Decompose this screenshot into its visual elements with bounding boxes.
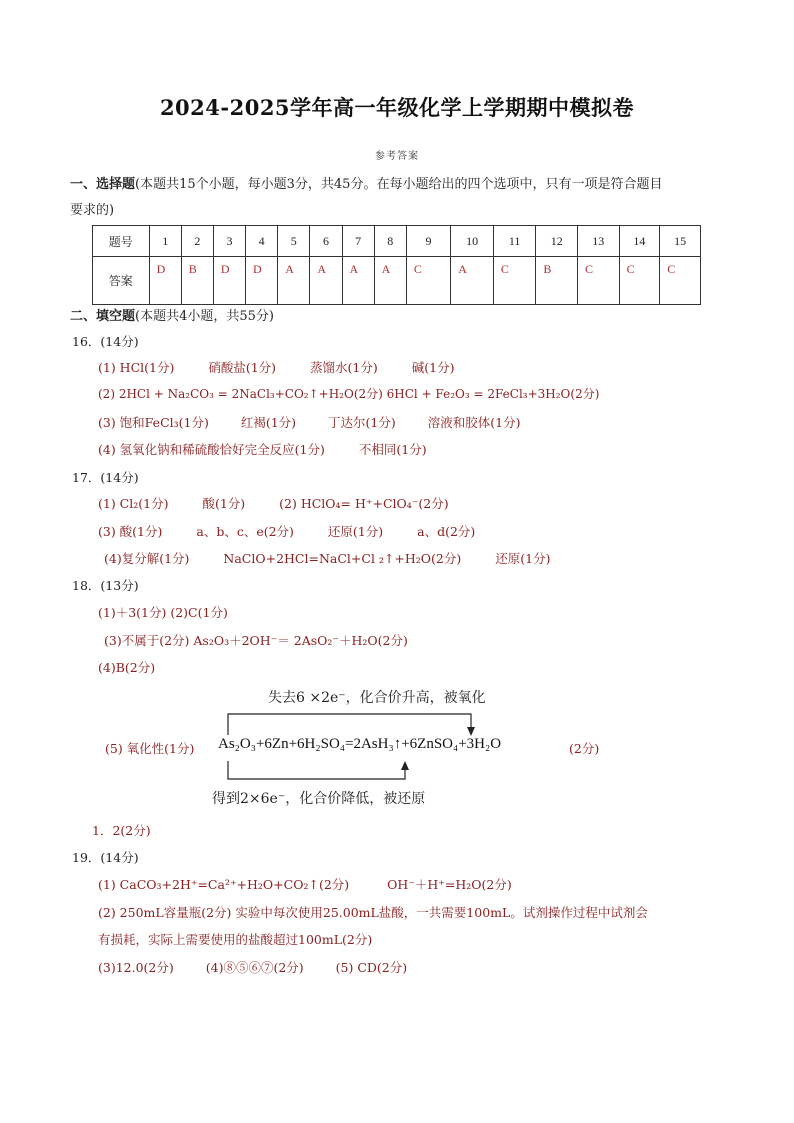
table-cell: A	[310, 257, 342, 305]
q18-line5-label: (5) 氧化性(1分)	[105, 741, 195, 756]
section1-heading: 一、选择题	[70, 177, 136, 192]
answer-text: 红褐(1分)	[240, 415, 297, 430]
answer-text: (4) 氢氧化钠和稀硫酸恰好完全反应(1分)	[98, 442, 325, 457]
table-cell: C	[578, 257, 620, 305]
table-cell: C	[493, 257, 536, 305]
answer-text: 硝酸盐(1分)	[208, 360, 277, 375]
table-cell: A	[374, 257, 406, 305]
table-cell: C	[660, 257, 701, 305]
table-cell: 1	[149, 226, 181, 257]
answer-text: NaClO+2HCl=NaCl+Cl ₂↑+H₂O(2分)	[223, 551, 462, 566]
redox-equation-score: (2分)	[569, 741, 600, 756]
table-cell: A	[342, 257, 374, 305]
answer-text: OH⁻＋H⁺=H₂O(2分)	[387, 877, 512, 892]
page-title: 2024-2025学年高一年级化学上学期期中模拟卷	[159, 95, 635, 120]
table-cell: 10	[451, 226, 494, 257]
table-cell: A	[278, 257, 310, 305]
q16-number: 16．(14分)	[72, 334, 139, 349]
q18-line1: (1)＋3(1分) (2)C(1分)	[98, 605, 228, 620]
reduction-arrowhead	[401, 761, 409, 770]
q18-line3: (4)B(2分)	[98, 660, 156, 675]
section1-desc: (本题共15个小题，每小题3分，共45分。在每小题给出的四个选项中，只有一项是符合题目	[135, 177, 663, 192]
table-cell: 15	[660, 226, 701, 257]
answer-text: 碱(1分)	[411, 360, 455, 375]
q18-number: 18．(13分)	[72, 578, 139, 593]
table-cell: 11	[493, 226, 536, 257]
answer-text: 溶液和胶体(1分)	[427, 415, 521, 430]
electron-gain-annotation: 得到2×6e⁻，化合价降低，被还原	[212, 791, 426, 807]
q19-line1	[98, 875, 512, 893]
row-label-number: 题号	[93, 226, 150, 257]
table-cell: 5	[278, 226, 310, 257]
answer-text: a、d(2分)	[417, 524, 476, 539]
q16-line2: (2) 2HCl + Na₂CO₃ = 2NaCl₃+CO₂↑+H₂O(2分) 6HCl + Fe₂O₃ = 2FeCl₃+3H₂O(2分)	[98, 387, 600, 401]
answer-text: (1) HCl(1分)	[98, 360, 175, 375]
section2-heading: 二、填空题	[70, 309, 136, 324]
table-cell: C	[619, 257, 660, 305]
answer-text: (3)12.0(2分)	[98, 960, 174, 975]
q19-line4	[98, 958, 407, 976]
q18-line6: 1．2(2分)	[92, 823, 151, 838]
table-cell: 12	[536, 226, 578, 257]
q19-number: 19．(14分)	[72, 850, 139, 865]
answer-text: (1) Cl₂(1分)	[98, 496, 169, 511]
page-subtitle: 参考答案	[375, 151, 419, 162]
answer-text: 丁达尔(1分)	[328, 415, 396, 430]
answer-text: 不相同(1分)	[358, 442, 427, 457]
section2-desc: (本题共4小题，共55分)	[135, 309, 274, 324]
q17-number: 17．(14分)	[72, 470, 139, 485]
answer-text: 还原(1分)	[495, 551, 551, 566]
answer-text: (3) 酸(1分)	[98, 524, 163, 539]
reduction-bracket	[228, 761, 405, 779]
table-cell: 2	[181, 226, 213, 257]
q18-line2: (3)不属于(2分) As₂O₃＋2OH⁻＝ 2AsO₂⁻＋H₂O(2分)	[104, 633, 408, 648]
table-cell: A	[451, 257, 494, 305]
answer-text: 酸(1分)	[202, 496, 246, 511]
table-cell: 6	[310, 226, 342, 257]
answer-text: 蒸馏水(1分)	[310, 360, 378, 375]
answer-text: (3) 饱和FeCl₃(1分)	[98, 415, 209, 430]
table-cell: 7	[342, 226, 374, 257]
table-cell: 13	[578, 226, 620, 257]
answer-text: a、b、c、e(2分)	[196, 524, 294, 539]
row-label-answer: 答案	[93, 257, 150, 305]
answer-text: (1) CaCO₃+2H⁺=Ca²⁺+H₂O+CO₂↑(2分)	[98, 877, 350, 892]
table-cell: D	[246, 257, 278, 305]
table-cell: B	[181, 257, 213, 305]
answer-text: (5) CD(2分)	[335, 960, 408, 975]
q19-line2: (2) 250mL容量瓶(2分) 实验中每次使用25.00mL盐酸，一共需要100mL。试剂操作过程中试剂会	[98, 905, 648, 920]
table-cell: D	[149, 257, 181, 305]
oxidation-arrowhead	[467, 727, 475, 736]
table-cell: B	[536, 257, 578, 305]
answer-text: 还原(1分)	[327, 524, 384, 539]
answer-text: (4)复分解(1分)	[104, 551, 190, 566]
redox-equation: As₂O₃+6Zn+6H₂SO₄=2AsH₃↑+6ZnSO₄+3H₂O	[218, 736, 502, 752]
oxidation-bracket	[228, 714, 471, 735]
q19-line3: 有损耗，实际上需要使用的盐酸超过100mL(2分)	[98, 932, 373, 947]
answer-text: (2) HClO₄= H⁺+ClO₄⁻(2分)	[279, 496, 449, 511]
table-cell: 3	[213, 226, 245, 257]
table-cell: 4	[246, 226, 278, 257]
table-cell: D	[213, 257, 245, 305]
electron-loss-annotation: 失去6 ×2e⁻，化合价升高，被氧化	[268, 690, 486, 706]
answer-text: (4)⑧⑤⑥⑦(2分)	[205, 960, 304, 975]
table-cell: C	[406, 257, 450, 305]
table-cell: 8	[374, 226, 406, 257]
section1-desc-cont: 要求的)	[70, 203, 115, 218]
table-cell: 9	[406, 226, 450, 257]
table-cell: 14	[619, 226, 660, 257]
